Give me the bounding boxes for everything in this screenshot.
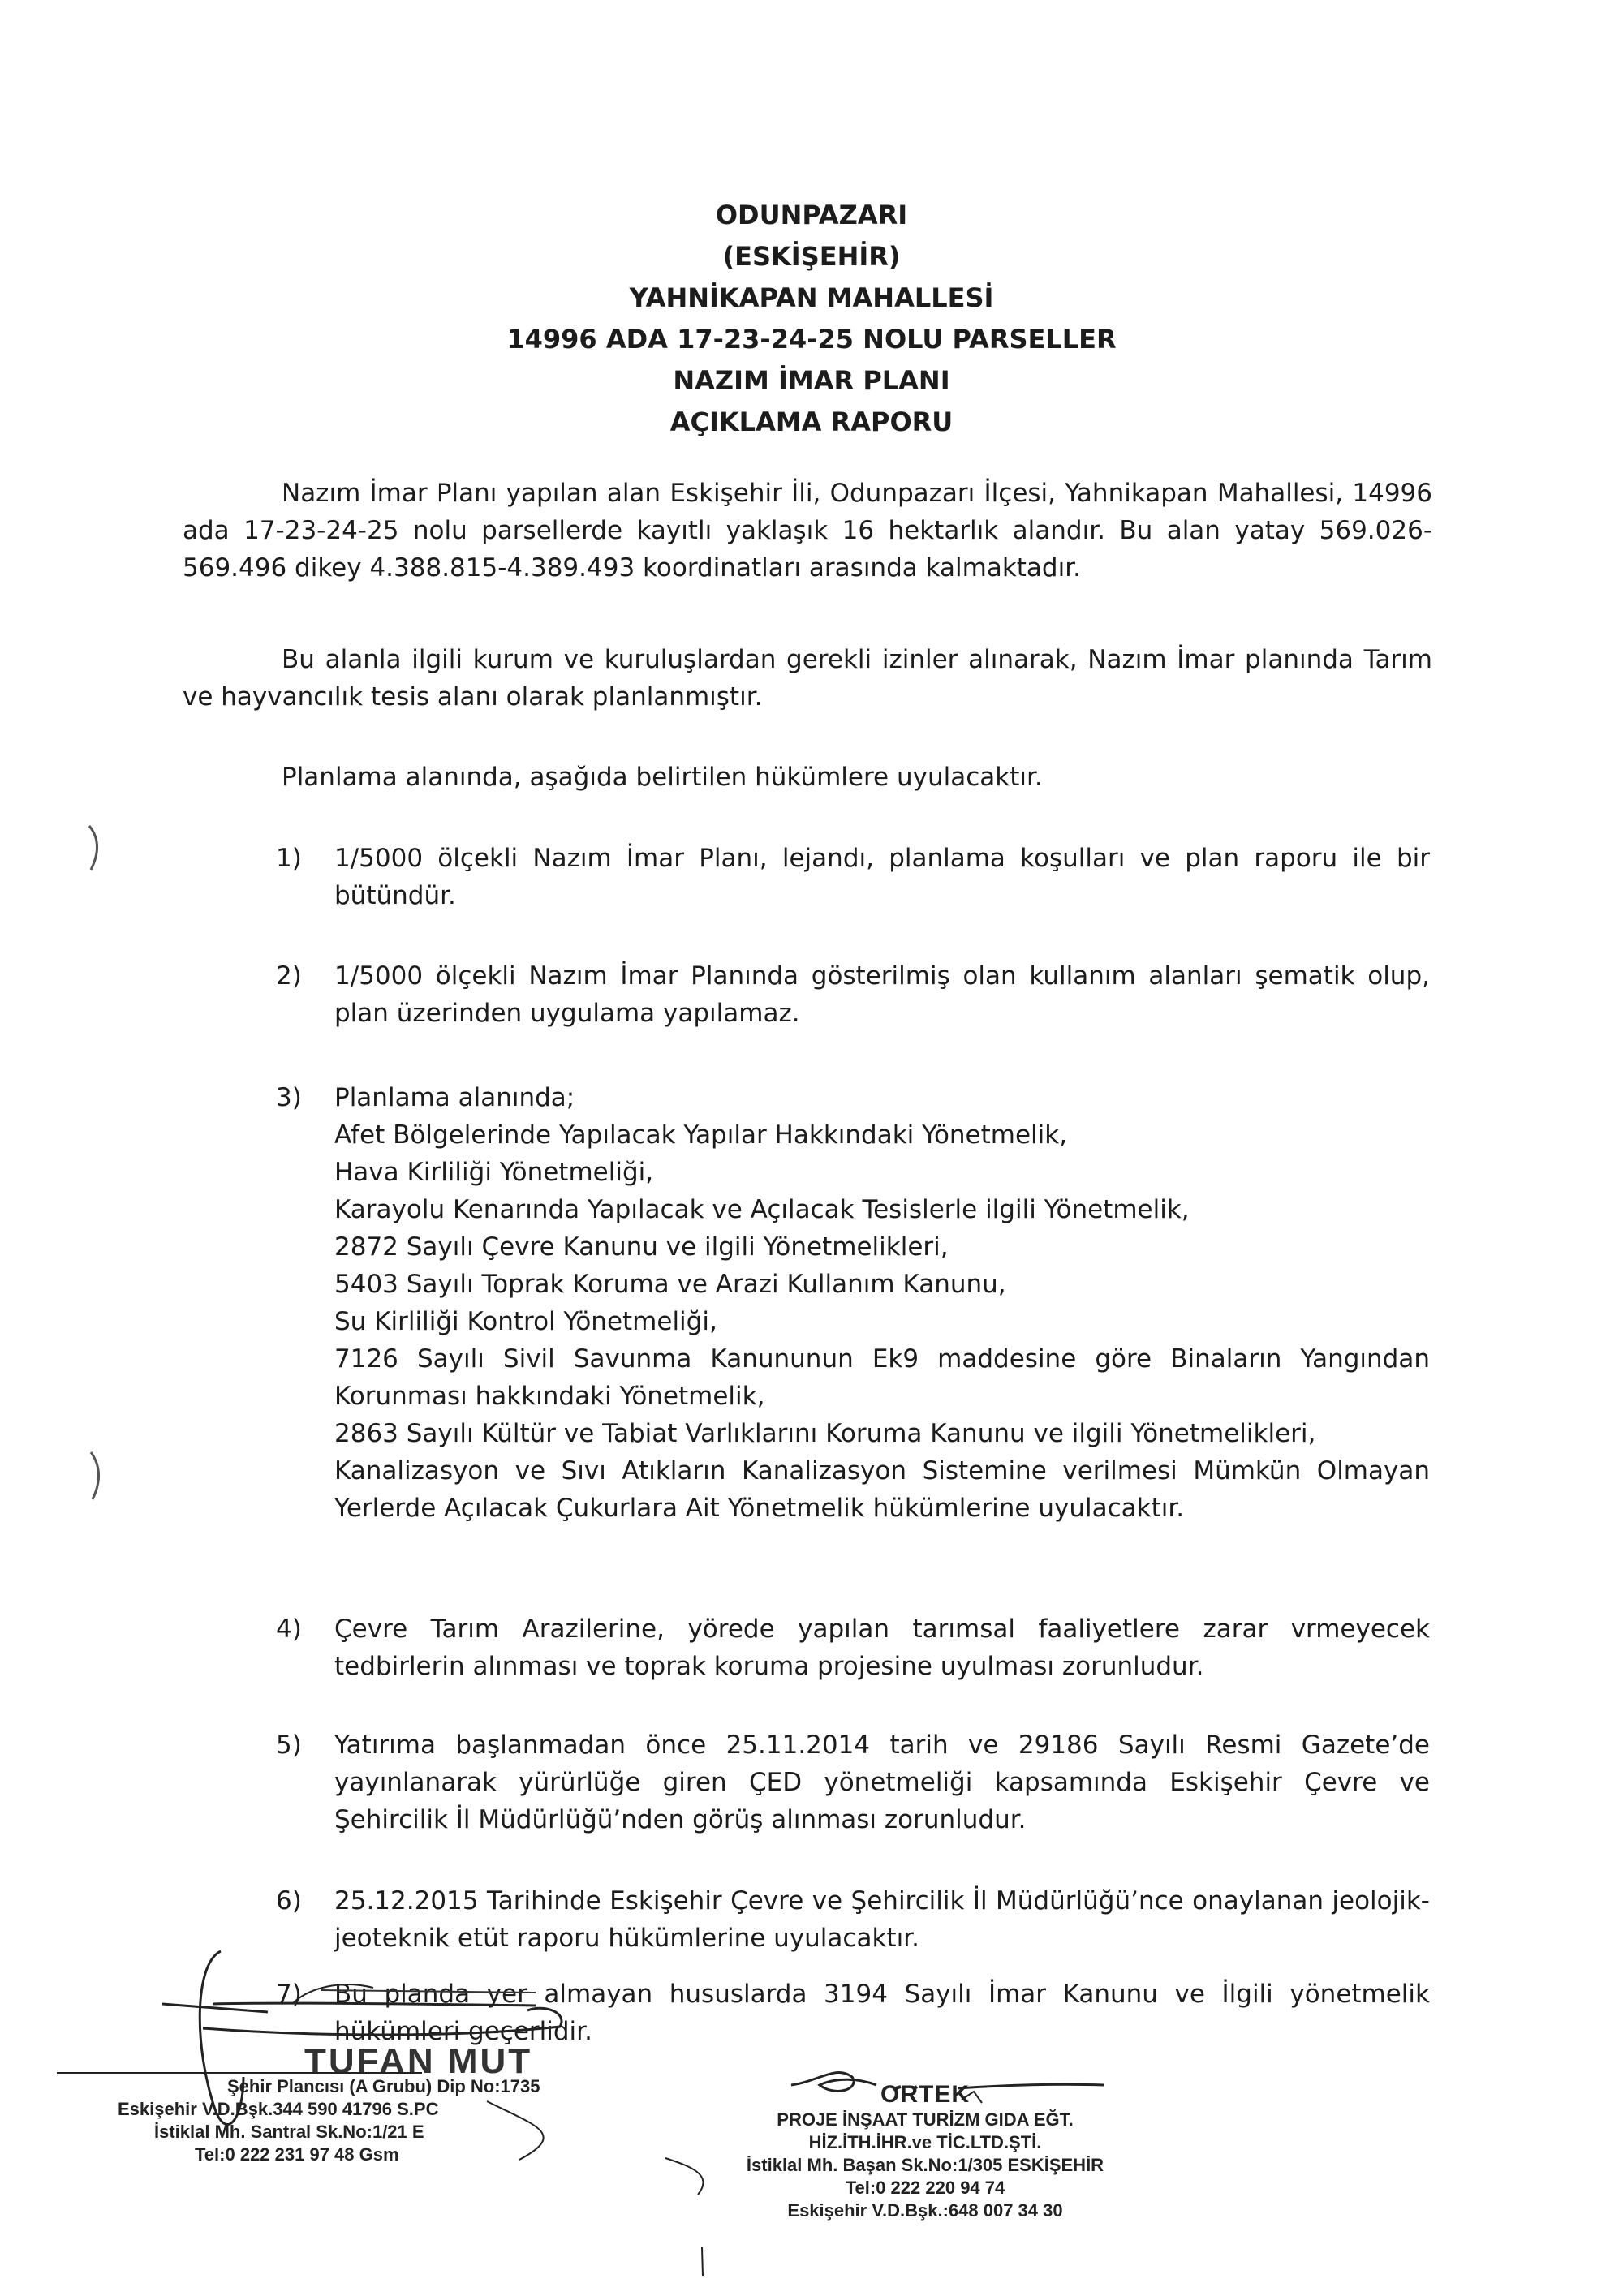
title-line-province: (ESKİŞEHİR) <box>722 241 901 272</box>
item-number: 1) <box>276 844 302 873</box>
item-number: 7) <box>276 1980 302 2009</box>
list-item-3 <box>278 1079 1430 1527</box>
stamp-planner-name: TUFAN MUT <box>304 2041 533 2081</box>
item-number: 4) <box>276 1615 302 1644</box>
intro-paragraph: Nazım İmar Planı yapılan alan Eskişehir İli, Odunpazarı İlçesi, Yahnikapan Mahallesi, 14996 ada 17-23-24-25 nolu parsellerde kayıtlı yaklaşık 16 hektarlık alandır. Bu alan yatay 569.026-569.496 dikey 4.388.815-4.389.493 koordinatları arasında kalmaktadır. <box>183 479 1432 583</box>
item-number: 5) <box>276 1731 302 1760</box>
title-line-district: ODUNPAZARI <box>715 200 908 230</box>
item-number: 6) <box>276 1886 302 1915</box>
stamp-company-name: ORTEK <box>880 2081 970 2108</box>
scan-mark <box>89 826 97 870</box>
regulation-line: Kanalizasyon ve Sıvı Atıkların Kanalizasyon Sistemine verilmesi Mümkün Olmayan Yerlerde Açılacak Çukurlara Ait Yönetmelik hükümlerine uyulacaktır. <box>334 1456 1430 1523</box>
zoning-paragraph: Bu alanla ilgili kurum ve kuruluşlardan gerekli izinler alınarak, Nazım İmar planında Tarım ve hayvancılık tesis alanı olarak planlanmıştır. <box>183 645 1432 712</box>
item-text: Bu planda yer almayan hususlarda 3194 Sayılı İmar Kanunu ve İlgili yönetmelik hükümleri geçerlidir. <box>334 1980 1430 2046</box>
regulation-line: Afet Bölgelerinde Yapılacak Yapılar Hakkındaki Yönetmelik, <box>334 1120 1068 1150</box>
regulation-line: Karayolu Kenarında Yapılacak ve Açılacak Tesislerle ilgili Yönetmelik, <box>334 1195 1190 1224</box>
provisions-intro-paragraph: Planlama alanında, aşağıda belirtilen hükümlere uyulacaktır. <box>282 763 1043 792</box>
regulation-line: Su Kirliliği Kontrol Yönetmeliği, <box>334 1307 717 1336</box>
stamp-line: Tel:0 222 220 94 74 <box>845 2178 1005 2198</box>
title-line-parcels: 14996 ADA 17-23-24-25 NOLU PARSELLER <box>506 324 1117 355</box>
item-text: Yatırıma başlanmadan önce 25.11.2014 tarih ve 29186 Sayılı Resmi Gazete’de yayınlanarak yürürlüğe giren ÇED yönetmeliği kapsamında Eskişehir Çevre ve Şehircilik İl Müdürlüğü’nden görüş alınması zorunludur. <box>334 1731 1430 1834</box>
stamp-line: Şehir Plancısı (A Grubu) Dip No:1735 <box>227 2076 540 2096</box>
title-line-neighborhood: YAHNİKAPAN MAHALLESİ <box>629 282 994 313</box>
regulation-line: 2872 Sayılı Çevre Kanunu ve ilgili Yönetmelikleri, <box>334 1232 949 1262</box>
list-item-4 <box>278 1610 1430 1685</box>
stamp-line: Tel:0 222 231 97 48 Gsm <box>195 2144 399 2165</box>
stamp-line: HİZ.İTH.İHR.ve TİC.LTD.ŞTİ. <box>808 2132 1042 2152</box>
item-text: 25.12.2015 Tarihinde Eskişehir Çevre ve Şehircilik İl Müdürlüğü’nce onaylanan jeolojik-jeoteknik etüt raporu hükümlerine uyulacaktır. <box>334 1886 1430 1953</box>
stamp-line: İstiklal Mh. Santral Sk.No:1/21 E <box>154 2122 424 2142</box>
regulation-line: Hava Kirliliği Yönetmeliği, <box>334 1158 654 1187</box>
item-text: 1/5000 ölçekli Nazım İmar Planı, lejandı, planlama koşulları ve plan raporu ile bir bütündür. <box>334 844 1430 910</box>
stamp-line: Eskişehir V.D.Bşk.:648 007 34 30 <box>787 2200 1063 2221</box>
item-text <box>334 1079 1430 1527</box>
stamp-line: İstiklal Mh. Başan Sk.No:1/305 ESKİŞEHİR <box>746 2155 1104 2175</box>
item-text: Çevre Tarım Arazilerine, yörede yapılan tarımsal faaliyetlere zarar vrmeyecek tedbirlerin alınması ve toprak koruma projesine uyulması zorunludur. <box>334 1615 1430 1681</box>
title-line-plan-type: NAZIM İMAR PLANI <box>673 365 950 396</box>
scan-mark <box>702 2247 703 2276</box>
item-number: 2) <box>276 961 302 991</box>
regulation-line: 2863 Sayılı Kültür ve Tabiat Varlıklarını Koruma Kanunu ve ilgili Yönetmelikleri, <box>334 1419 1316 1448</box>
list-item-7 <box>278 1976 1430 2050</box>
regulation-line: 5403 Sayılı Toprak Koruma ve Arazi Kullanım Kanunu, <box>334 1270 1006 1299</box>
report-title-block <box>0 195 1623 443</box>
regulation-line: 7126 Sayılı Sivil Savunma Kanununun Ek9 maddesine göre Binaların Yangından Korunması hakkındaki Yönetmelik, <box>334 1344 1430 1411</box>
item-text: 1/5000 ölçekli Nazım İmar Planında gösterilmiş olan kullanım alanları şematik olup, plan üzerinden uygulama yapılamaz. <box>334 961 1430 1028</box>
scan-mark <box>91 1452 99 1499</box>
item-number: 3) <box>276 1083 302 1112</box>
list-item-5 <box>278 1726 1430 1838</box>
planner-stamp <box>110 2041 540 2166</box>
list-item-2 <box>278 957 1430 1032</box>
item-3-heading: Planlama alanında; <box>334 1083 575 1112</box>
list-item-6 <box>278 1882 1430 1957</box>
stamp-line: Eskişehir V.D.Bşk.344 590 41796 S.PC <box>118 2099 439 2119</box>
company-stamp <box>714 2081 1136 2222</box>
title-line-report: AÇIKLAMA RAPORU <box>669 406 954 437</box>
stamp-line: PROJE İNŞAAT TURİZM GIDA EĞT. <box>777 2109 1074 2130</box>
list-item-1 <box>278 840 1430 914</box>
